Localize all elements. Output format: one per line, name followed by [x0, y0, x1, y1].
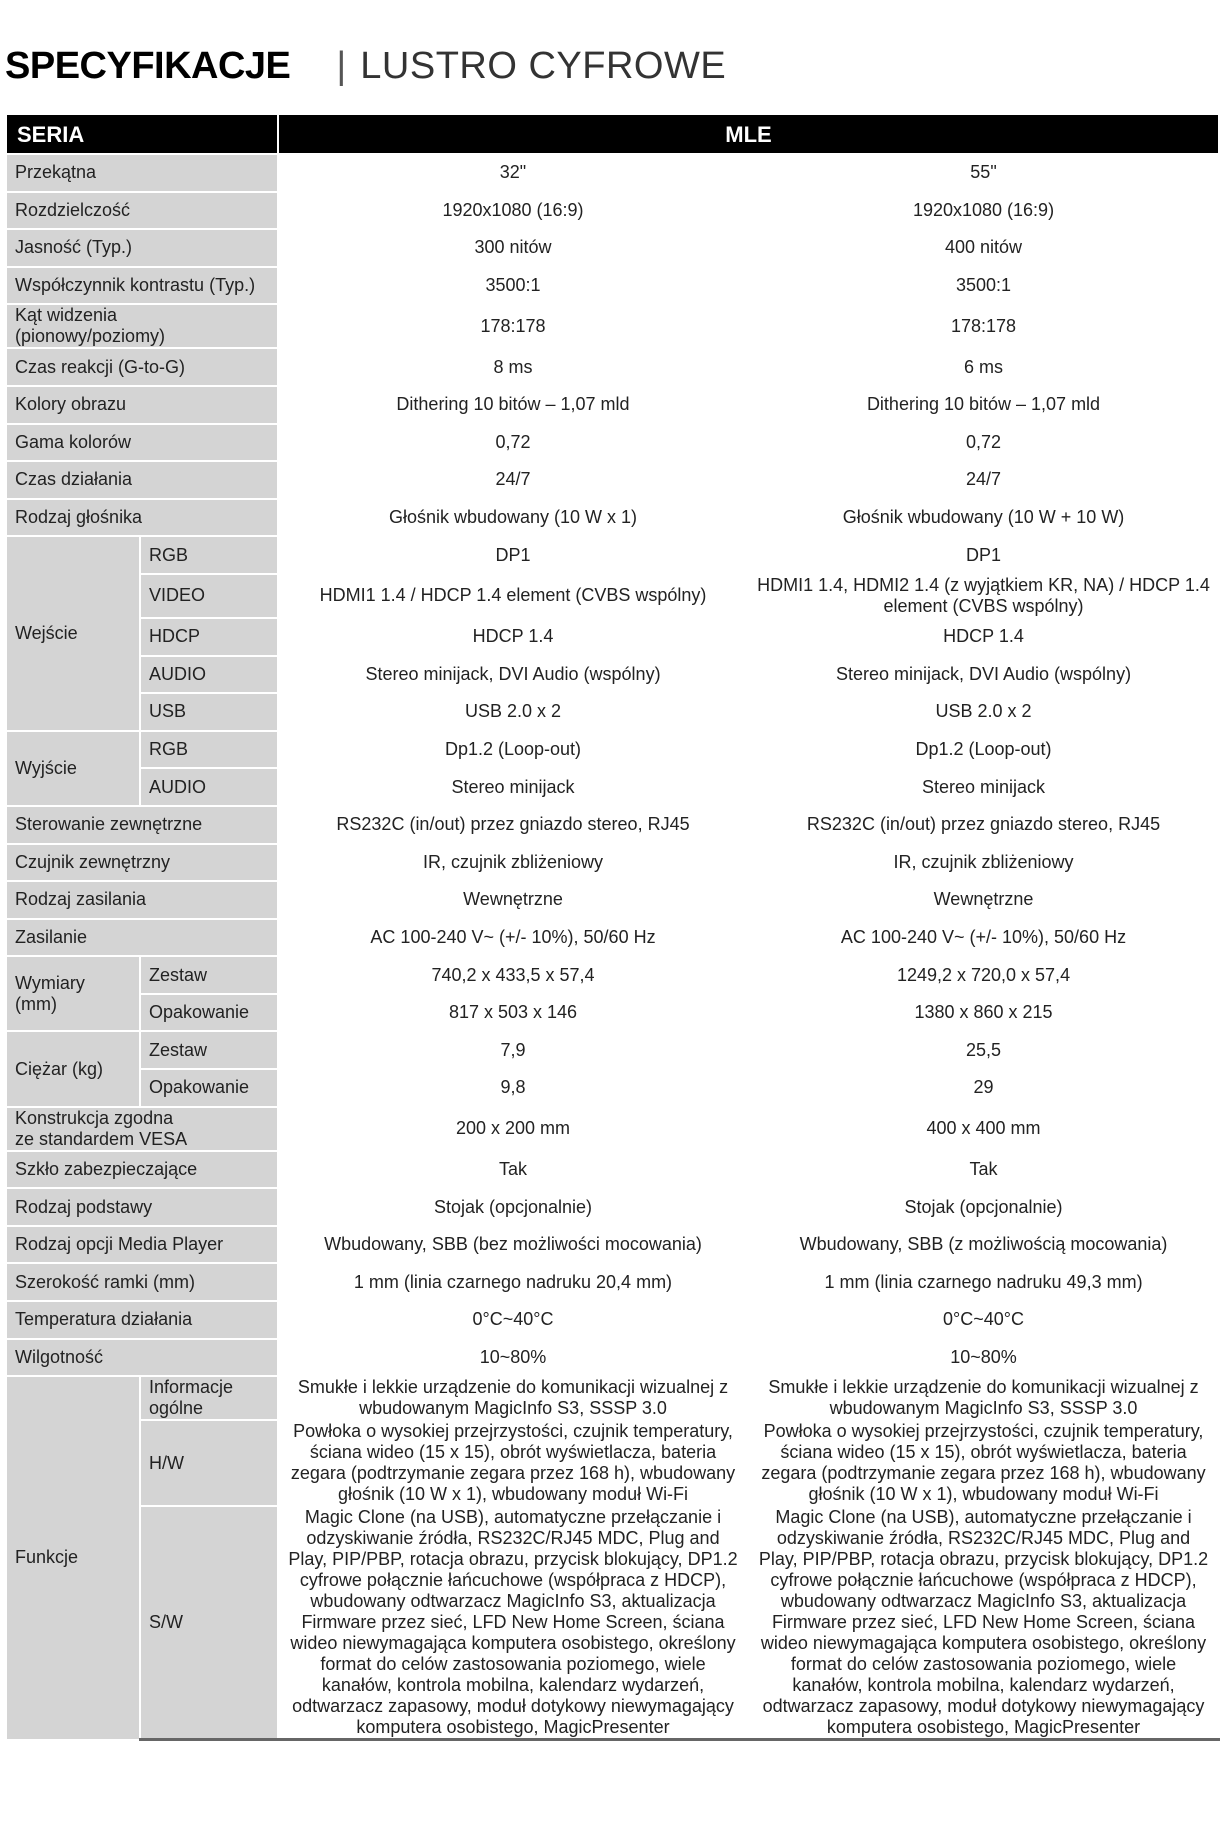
- value-32: 0,72: [278, 424, 748, 462]
- table-row: [6, 1301, 1219, 1339]
- table-row: [6, 768, 1219, 806]
- table-row: [6, 1107, 1219, 1151]
- value-55: DP1: [748, 536, 1219, 574]
- value-32: 300 nitów: [278, 229, 748, 267]
- value-55: Stojak (opcjonalnie): [748, 1188, 1219, 1226]
- table-row: [6, 1151, 1219, 1189]
- value-32: Dithering 10 bitów – 1,07 mld: [278, 386, 748, 424]
- table-row: [6, 994, 1219, 1032]
- sub-label: RGB: [140, 731, 278, 769]
- sub-label: AUDIO: [140, 656, 278, 694]
- page-title: SPECYFIKACJE: [5, 44, 291, 87]
- value-55: 55": [748, 154, 1219, 192]
- value-55: Stereo minijack, DVI Audio (wspólny): [748, 656, 1219, 694]
- table-row: [6, 1031, 1219, 1069]
- sub-label: HDCP: [140, 618, 278, 656]
- value-32: 7,9: [278, 1031, 748, 1069]
- table-row: [6, 536, 1219, 574]
- value-32: 3500:1: [278, 267, 748, 305]
- value-32: Stojak (opcjonalnie): [278, 1188, 748, 1226]
- table-row: [6, 919, 1219, 957]
- row-label-line: Konstrukcja zgodna: [15, 1107, 174, 1128]
- value-32: Dp1.2 (Loop-out): [278, 731, 748, 769]
- value-32: 9,8: [278, 1069, 748, 1107]
- value-32: 740,2 x 433,5 x 57,4: [278, 956, 748, 994]
- value-55: Wewnętrzne: [748, 881, 1219, 919]
- value-55: 400 x 400 mm: [748, 1107, 1219, 1151]
- sub-label: Opakowanie: [140, 994, 278, 1032]
- value-32: HDMI1 1.4 / HDCP 1.4 element (CVBS wspólny): [278, 574, 748, 618]
- row-label: Czujnik zewnętrzny: [6, 844, 278, 882]
- table-row: [6, 956, 1219, 994]
- value-55: HDCP 1.4: [748, 618, 1219, 656]
- value-32: 1 mm (linia czarnego nadruku 20,4 mm): [278, 1263, 748, 1301]
- row-label: Sterowanie zewnętrzne: [6, 806, 278, 844]
- table-row: [6, 1226, 1219, 1264]
- table-row: [6, 386, 1219, 424]
- value-32: IR, czujnik zbliżeniowy: [278, 844, 748, 882]
- value-32: 0°C~40°C: [278, 1301, 748, 1339]
- value-32: 8 ms: [278, 348, 748, 386]
- value-55: 1 mm (linia czarnego nadruku 49,3 mm): [748, 1263, 1219, 1301]
- row-label: Temperatura działania: [6, 1301, 278, 1339]
- value-32: Stereo minijack: [278, 768, 748, 806]
- table-row: [6, 1263, 1219, 1301]
- value-32: Głośnik wbudowany (10 W x 1): [278, 499, 748, 537]
- table-row: [6, 229, 1219, 267]
- value-55: 29: [748, 1069, 1219, 1107]
- table-row: [6, 348, 1219, 386]
- value-32: 24/7: [278, 461, 748, 499]
- value-55: Smukłe i lekkie urządzenie do komunikacji wizualnej z wbudowanym MagicInfo S3, SSSP 3.0: [748, 1376, 1219, 1420]
- value-55: Dithering 10 bitów – 1,07 mld: [748, 386, 1219, 424]
- value-32: 10~80%: [278, 1339, 748, 1377]
- group-label-funkcje: Funkcje: [6, 1376, 140, 1740]
- sub-label: RGB: [140, 536, 278, 574]
- group-label-ciezar: Ciężar (kg): [6, 1031, 140, 1106]
- value-55: Magic Clone (na USB), automatyczne przełączanie i odzyskiwanie źródła, RS232C/RJ45 MDC, Plug and Play, PIP/PBP, rotacja obrazu, przycisk blokujący, DP1.2 cyfrowe połącznie łańcuchowe (współpraca z HDCP), wbudowany odtwarzacz MagicInfo S3, aktualizacja Firmware przez sieć, LFD New Home Screen, ściana wideo niewymagająca komputera osobistego, określony format do celów zastosowania poziomego, wiele kanałów, kontrola mobilna, kalendarz wydarzeń, odtwarzacz zapasowy, moduł dotykowy niewymagający komputera osobistego, MagicPresenter: [748, 1506, 1219, 1740]
- table-row: [6, 731, 1219, 769]
- value-55: 6 ms: [748, 348, 1219, 386]
- table-row: [6, 693, 1219, 731]
- sub-label: VIDEO: [140, 574, 278, 618]
- value-32: 200 x 200 mm: [278, 1107, 748, 1151]
- value-55: 400 nitów: [748, 229, 1219, 267]
- row-label: Rodzaj zasilania: [6, 881, 278, 919]
- sub-label: Zestaw: [140, 1031, 278, 1069]
- table-row: [6, 618, 1219, 656]
- value-32: 817 x 503 x 146: [278, 994, 748, 1032]
- table-row: [6, 267, 1219, 305]
- page-subtitle: LUSTRO CYFROWE: [360, 44, 727, 87]
- row-label: Rozdzielczość: [6, 192, 278, 230]
- table-row: [6, 806, 1219, 844]
- table-row: [6, 1506, 1219, 1740]
- value-55: HDMI1 1.4, HDMI2 1.4 (z wyjątkiem KR, NA) / HDCP 1.4 element (CVBS wspólny): [748, 574, 1219, 618]
- row-label: Zasilanie: [6, 919, 278, 957]
- value-55: Głośnik wbudowany (10 W + 10 W): [748, 499, 1219, 537]
- value-32: Magic Clone (na USB), automatyczne przełączanie i odzyskiwanie źródła, RS232C/RJ45 MDC, Plug and Play, PIP/PBP, rotacja obrazu, przycisk blokujący, DP1.2 cyfrowe połącznie łańcuchowe (współpraca z HDCP), wbudowany odtwarzacz MagicInfo S3, aktualizacja Firmware przez sieć, LFD New Home Screen, ściana wideo niewymagająca komputera osobistego, określony format do celów zastosowania poziomego, wiele kanałów, kontrola mobilna, kalendarz wydarzeń, odtwarzacz zapasowy, moduł dotykowy niewymagający komputera osobistego, MagicPresenter: [278, 1506, 748, 1740]
- row-label: Szerokość ramki (mm): [6, 1263, 278, 1301]
- value-32: HDCP 1.4: [278, 618, 748, 656]
- row-label: Kąt widzenia (pionowy/poziomy): [6, 304, 278, 348]
- sub-label-info: [140, 1376, 278, 1420]
- sub-label: Zestaw: [140, 956, 278, 994]
- table-row: [6, 1339, 1219, 1377]
- value-55: Stereo minijack: [748, 768, 1219, 806]
- page-header: [5, 42, 726, 90]
- value-55: AC 100-240 V~ (+/- 10%), 50/60 Hz: [748, 919, 1219, 957]
- table-row: [6, 1188, 1219, 1226]
- value-32: 32": [278, 154, 748, 192]
- sub-label: USB: [140, 693, 278, 731]
- value-55: 10~80%: [748, 1339, 1219, 1377]
- series-name: MLE: [278, 114, 1219, 154]
- value-32: AC 100-240 V~ (+/- 10%), 50/60 Hz: [278, 919, 748, 957]
- value-55: 0,72: [748, 424, 1219, 462]
- sub-label: H/W: [140, 1420, 278, 1506]
- row-label: Wilgotność: [6, 1339, 278, 1377]
- value-55: 24/7: [748, 461, 1219, 499]
- value-55: Tak: [748, 1151, 1219, 1189]
- row-label: Rodzaj opcji Media Player: [6, 1226, 278, 1264]
- table-row: [6, 881, 1219, 919]
- value-32: Smukłe i lekkie urządzenie do komunikacji wizualnej z wbudowanym MagicInfo S3, SSSP 3.0: [278, 1376, 748, 1420]
- value-32: DP1: [278, 536, 748, 574]
- table-row: [6, 461, 1219, 499]
- table-row: [6, 1420, 1219, 1506]
- value-55: Dp1.2 (Loop-out): [748, 731, 1219, 769]
- table-row: [6, 844, 1219, 882]
- value-32: Tak: [278, 1151, 748, 1189]
- sub-label: S/W: [140, 1506, 278, 1740]
- value-55: Wbudowany, SBB (z możliwością mocowania): [748, 1226, 1219, 1264]
- series-label: SERIA: [6, 114, 278, 154]
- value-55: RS232C (in/out) przez gniazdo stereo, RJ45: [748, 806, 1219, 844]
- row-label: Jasność (Typ.): [6, 229, 278, 267]
- table-row: [6, 656, 1219, 694]
- value-55: 1920x1080 (16:9): [748, 192, 1219, 230]
- table-row: [6, 154, 1219, 192]
- row-label: Współczynnik kontrastu (Typ.): [6, 267, 278, 305]
- value-32: 1920x1080 (16:9): [278, 192, 748, 230]
- value-32: 178:178: [278, 304, 748, 348]
- table-row: [6, 574, 1219, 618]
- table-row: [6, 499, 1219, 537]
- row-label: Czas działania: [6, 461, 278, 499]
- value-55: 0°C~40°C: [748, 1301, 1219, 1339]
- value-32: RS232C (in/out) przez gniazdo stereo, RJ45: [278, 806, 748, 844]
- value-32: Powłoka o wysokiej przejrzystości, czujnik temperatury, ściana wideo (15 x 15), obrót wyświetlacza, bateria zegara (podtrzymanie zegara przez 168 h), wbudowany głośnik (10 W x 1), wbudowany moduł Wi-Fi: [278, 1420, 748, 1506]
- value-32: USB 2.0 x 2: [278, 693, 748, 731]
- value-55: 1249,2 x 720,0 x 57,4: [748, 956, 1219, 994]
- value-55: IR, czujnik zbliżeniowy: [748, 844, 1219, 882]
- value-32: Wewnętrzne: [278, 881, 748, 919]
- row-label: Gama kolorów: [6, 424, 278, 462]
- value-55: USB 2.0 x 2: [748, 693, 1219, 731]
- row-label: Przekątna: [6, 154, 278, 192]
- value-55: 3500:1: [748, 267, 1219, 305]
- table-header-row: [6, 114, 1219, 154]
- value-55: Powłoka o wysokiej przejrzystości, czujnik temperatury, ściana wideo (15 x 15), obrót wyświetlacza, bateria zegara (podtrzymanie zegara przez 168 h), wbudowany głośnik (10 W x 1), wbudowany moduł Wi-Fi: [748, 1420, 1219, 1506]
- row-label: Rodzaj głośnika: [6, 499, 278, 537]
- sub-label: AUDIO: [140, 768, 278, 806]
- row-label: Czas reakcji (G-to-G): [6, 348, 278, 386]
- value-32: Stereo minijack, DVI Audio (wspólny): [278, 656, 748, 694]
- sub-label-line: ogólne: [149, 1398, 204, 1419]
- table-row: [6, 192, 1219, 230]
- row-label: Kolory obrazu: [6, 386, 278, 424]
- table-row: [6, 1376, 1219, 1420]
- title-separator: |: [336, 44, 347, 87]
- table-row: [6, 424, 1219, 462]
- spec-table: [5, 113, 1220, 1741]
- group-label-wyjscie: Wyjście: [6, 731, 140, 806]
- group-label-wejscie: Wejście: [6, 536, 140, 730]
- table-row: [6, 304, 1219, 348]
- value-55: 178:178: [748, 304, 1219, 348]
- value-55: 1380 x 860 x 215: [748, 994, 1219, 1032]
- row-label: Rodzaj podstawy: [6, 1188, 278, 1226]
- sub-label-line: Informacje: [149, 1377, 234, 1398]
- table-row: [6, 1069, 1219, 1107]
- row-label-vesa: [6, 1107, 278, 1151]
- group-label-wymiary: Wymiary (mm): [6, 956, 140, 1031]
- value-55: 25,5: [748, 1031, 1219, 1069]
- row-label-line: ze standardem VESA: [15, 1128, 188, 1149]
- row-label: Szkło zabezpieczające: [6, 1151, 278, 1189]
- sub-label: Opakowanie: [140, 1069, 278, 1107]
- value-32: Wbudowany, SBB (bez możliwości mocowania): [278, 1226, 748, 1264]
